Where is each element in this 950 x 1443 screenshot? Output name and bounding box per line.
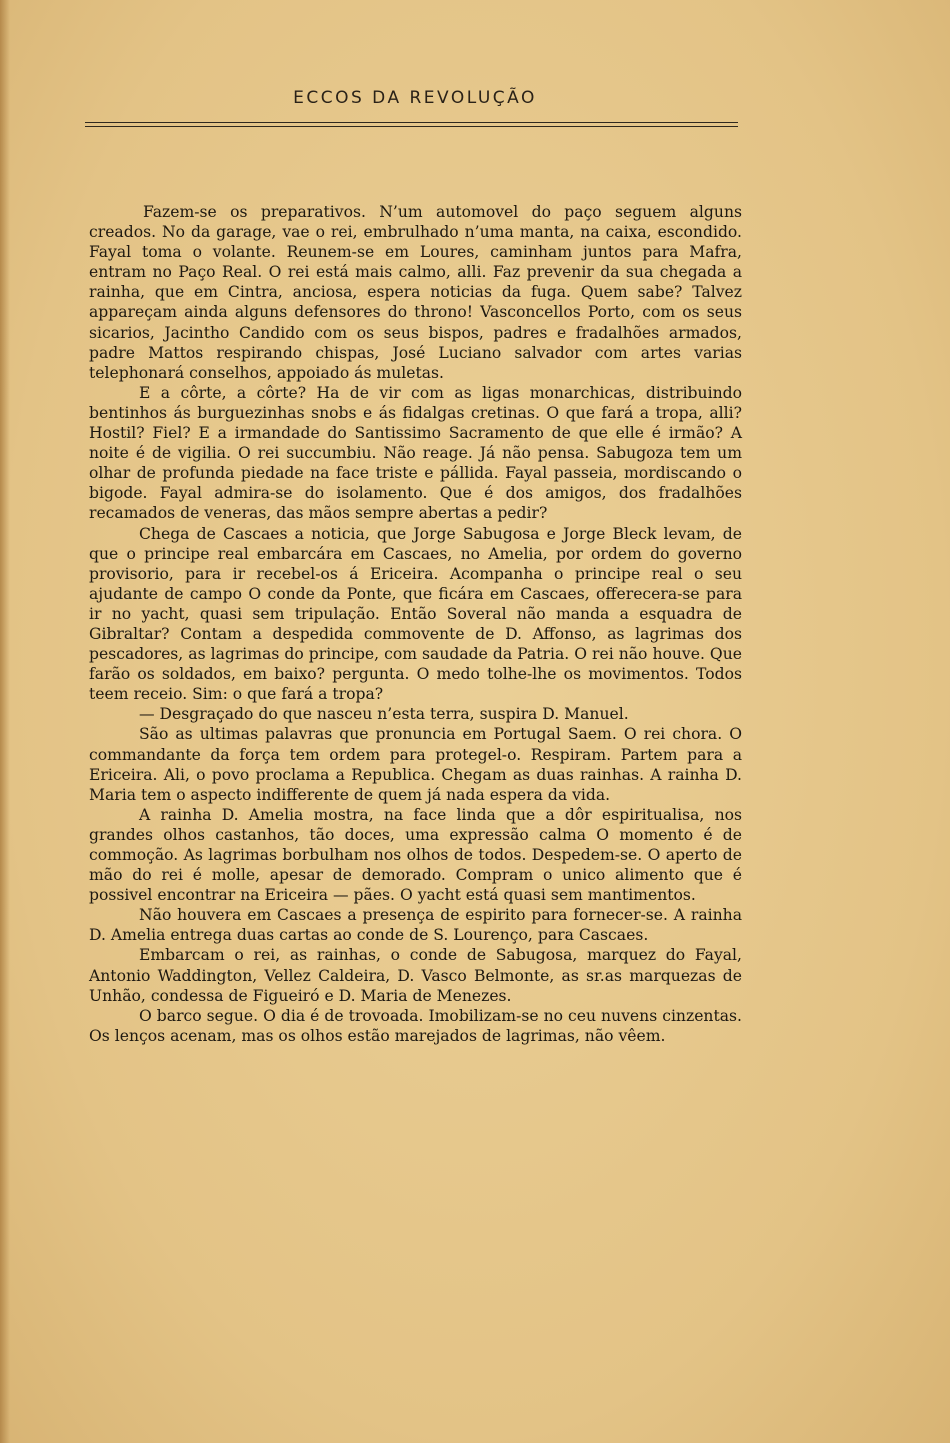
paragraph-4: — Desgraçado do que nasceu n’esta terra, suspira D. Manuel. [139,705,629,724]
page-edge-shadow [0,0,10,1443]
paragraph-1: Fazem-se os preparativos. N’um automovel do paço seguem alguns creados. No da garage, vae o rei, embrulhado n’uma manta, na caixa, escondido. Fayal toma o volante. Reunem-se em Loures, caminham juntos para Mafra, entram no Paço Real. O rei está mais calmo, alli. Faz prevenir da sua chegada a rainha, que em Cintra, anciosa, espera noticias da fuga. Quem sabe? Talvez appareçam ainda alguns defensores do throno! Vasconcellos Porto, com os seus sicarios, Jacintho Candido com os seus bispos, padres e fradalhões armados, padre Mattos respirando chispas, José Luciano salvador com artes varias telephonará conselhos, appoiado ás muletas. [89,203,742,382]
paragraph-3: Chega de Cascaes a noticia, que Jorge Sabugosa e Jorge Bleck levam, de que o principe real embarcára em Cascaes, no Amelia, por ordem do governo provisorio, para ir recebel-os á Ericeira. Acompanha o principe real o seu ajudante de campo O conde da Ponte, que ficára em Cascaes, offerecera-se para ir no yacht, quasi sem tripulação. Então Soveral não manda a esquadra de Gibraltar? Contam a despedida commovente de D. Affonso, as lagrimas dos pescadores, as lagrimas do principe, com saudade da Patria. O rei não houve. Que farão os soldados, em baixo? pergunta. O medo tolhe-lhe os movimentos. Todos teem receio. Sim: o que fará a tropa? [89,524,742,704]
paragraph-5: São as ultimas palavras que pronuncia em Portugal Saem. O rei chora. O commandante da força tem ordem para protegel-o. Respiram. Partem para a Ericeira. Ali, o povo proclama a Republica. Chegam as duas rainhas. A rainha D. Maria tem o aspecto indifferente de quem já nada espera da vida. [89,725,742,804]
paragraph-2: E a côrte, a côrte? Ha de vir com as ligas monarchicas, distribuindo bentinhos ás burguezinhas snobs e ás fidalgas cretinas. O que fará a tropa, alli? Hostil? Fiel? E a irmandade do Santissimo Sacramento de que elle é irmão? A noite é de vigilia. O rei succumbiu. Não reage. Já não pensa. Sabugoza tem um olhar de profunda piedade na face triste e pállida. Fayal passeia, mordiscando o bigode. Fayal admira-se do isolamento. Que é dos amigos, dos fradalhões recamados de veneras, das mãos sempre abertas a pedir? [89,383,742,523]
body-text [89,202,742,1046]
paragraph-8: Embarcam o rei, as rainhas, o conde de Sabugosa, marquez do Fayal, Antonio Waddington, Vellez Caldeira, D. Vasco Belmonte, as sr.as marquezas de Unhão, condessa de Figueiró e D. Maria de Menezes. [89,946,742,1005]
header-rule-top [85,122,738,123]
paragraph-7: Não houvera em Cascaes a presença de espirito para fornecer-se. A rainha D. Amelia entrega duas cartas ao conde de S. Lourenço, para Cascaes. [89,906,742,945]
header-rule-bottom [85,126,738,127]
paragraph-9: O barco segue. O dia é de trovoada. Imobilizam-se no ceu nuvens cinzentas. Os lenços acenam, mas os olhos estão marejados de lagrimas, não vêem. [89,1006,742,1045]
running-head-title: ECCOS DA REVOLUÇÃO [293,88,537,108]
paragraph-6: A rainha D. Amelia mostra, na face linda que a dôr espiritualisa, nos grandes olhos castanhos, tão doces, uma expressão calma O momento é de commoção. As lagrimas borbulham nos olhos de todos. Despedem-se. O aperto de mão do rei é molle, apesar de demorado. Compram o unico alimento que é possivel encontrar na Ericeira — pães. O yacht está quasi sem mantimentos. [89,805,742,905]
